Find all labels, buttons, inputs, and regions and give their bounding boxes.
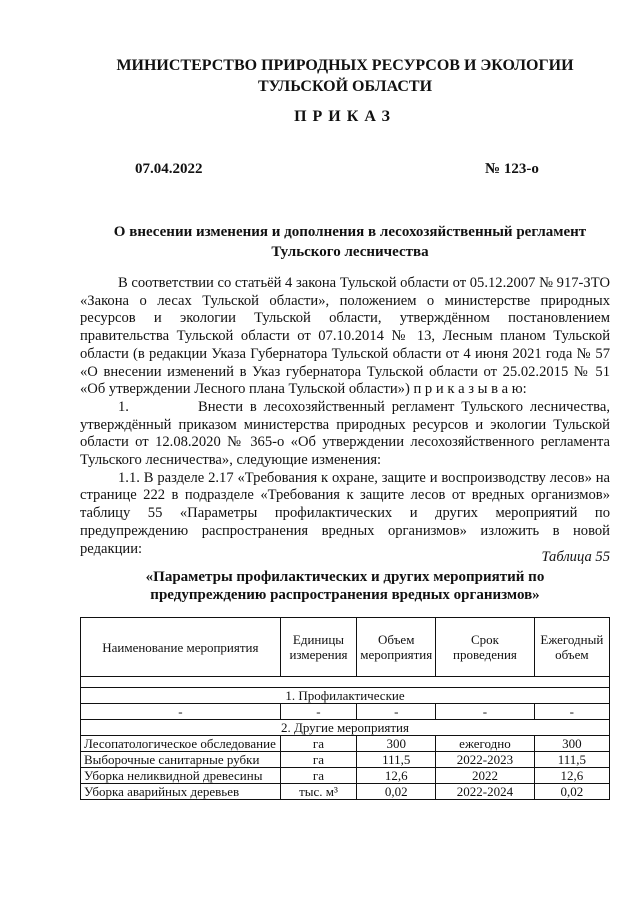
order-title: ПРИКАЗ (294, 108, 396, 125)
table-cell: - (436, 704, 534, 720)
table-title-line-1: «Параметры профилактических и других мероприятий по (145, 569, 545, 585)
table-cell: 12,6 (357, 768, 436, 784)
table-caption: Таблица 55 (541, 549, 610, 565)
table-row (81, 704, 610, 720)
table-cell: 111,5 (534, 752, 609, 768)
table-cell: Выборочные санитарные рубки (81, 752, 281, 768)
table-cell: - (534, 704, 609, 720)
header-annual: Ежегодный объем (534, 618, 609, 677)
preamble-paragraph: В соответствии со статьёй 4 закона Тульской области от 05.12.2007 № 917-ЗТО «Закона о лесах Тульской области», положением о министерстве природных ресурсов и экологии Тульской области, утверждённом постановлением правительства Тульской области от 07.10.2014 № 13, Лесным планом Тульской области (в редакции Указа Губернатора Тульской области от 4 июня 2021 года № 57 «О внесении изменений в Указ губернатора Тульской области от 25.02.2015 № 51 «Об утверждении Лесного плана Тульской области») п р и к а з ы в а ю: (80, 275, 610, 398)
table-title-line-2: предупреждению распространения вредных организмов» (150, 587, 540, 603)
table-title (100, 568, 590, 604)
table-row (81, 768, 610, 784)
clause-1-1-paragraph: 1.1. В разделе 2.17 «Требования к охране, защите и воспроизводству лесов» на странице 222 в подразделе «Требования к защите лесов от вредных организмов» таблицу 55 «Параметры профилактических и других мероприятий по предупреждению распространения вредных организмов» изложить в новой редакции: (80, 469, 610, 557)
header-term: Срок проведения (436, 618, 534, 677)
clause-1-number: 1. (118, 398, 129, 415)
order-number: № 123-о (485, 161, 539, 177)
table-cell: га (280, 736, 357, 752)
table-cell: Лесопатологическое обследование (81, 736, 281, 752)
table-spacer-row (81, 677, 610, 688)
clause-1-paragraph (80, 399, 610, 470)
table-cell: 111,5 (357, 752, 436, 768)
table-row (81, 784, 610, 800)
clause-1-text: Внести в лесохозяйственный регламент Тульского лесничества, утверждённый приказом министерства природных ресурсов и экологии Тульской области от 12.08.2020 № 365-о «Об утверждении лесохозяйственного регламента Тульского лесничества», следующие изменения: (80, 398, 610, 469)
table-cell: 2022 (436, 768, 534, 784)
section-row (81, 688, 610, 704)
table-cell: - (280, 704, 357, 720)
header-unit: Единицы измерения (280, 618, 357, 677)
table-cell: 0,02 (357, 784, 436, 800)
table-cell: ежегодно (436, 736, 534, 752)
section-2-title: 2. Другие мероприятия (81, 720, 610, 736)
table-cell: га (280, 768, 357, 784)
table-cell: 2022-2024 (436, 784, 534, 800)
section-1-title: 1. Профилактические (81, 688, 610, 704)
header-volume: Объем мероприятия (357, 618, 436, 677)
spacer-cell (81, 677, 610, 688)
table-header-row (81, 618, 610, 677)
subject-line-1: О внесении изменения и дополнения в лесохозяйственный регламент (113, 224, 587, 240)
ministry-name (80, 55, 610, 97)
ministry-line-2: ТУЛЬСКОЙ ОБЛАСТИ (257, 78, 433, 95)
parameters-table (80, 617, 610, 800)
ministry-line-1: МИНИСТЕРСТВО ПРИРОДНЫХ РЕСУРСОВ И ЭКОЛОГИИ (116, 57, 574, 74)
subject-line-2: Тульского лесничества (271, 244, 429, 260)
table-row (81, 752, 610, 768)
order-subject (90, 222, 610, 262)
table-cell: 300 (534, 736, 609, 752)
order-date: 07.04.2022 (135, 161, 203, 177)
table-cell: тыс. м³ (280, 784, 357, 800)
table-row (81, 736, 610, 752)
section-row (81, 720, 610, 736)
table-cell: 12,6 (534, 768, 609, 784)
table-cell: - (81, 704, 281, 720)
table-cell: - (357, 704, 436, 720)
table-cell: 2022-2023 (436, 752, 534, 768)
order-body (80, 275, 610, 558)
table-cell: 300 (357, 736, 436, 752)
table-cell: Уборка аварийных деревьев (81, 784, 281, 800)
table-cell: 0,02 (534, 784, 609, 800)
header-name: Наименование мероприятия (81, 618, 281, 677)
table-cell: Уборка неликвидной древесины (81, 768, 281, 784)
table-cell: га (280, 752, 357, 768)
